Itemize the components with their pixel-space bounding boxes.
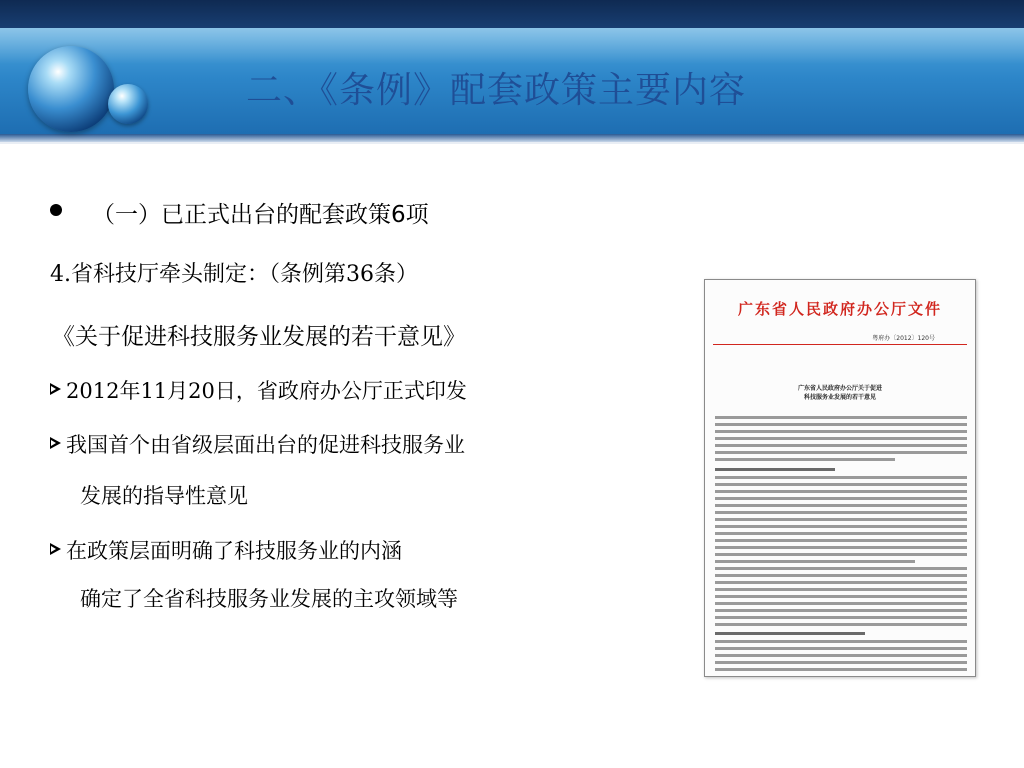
header-bottom-bar — [0, 134, 1024, 142]
point-policy-scope-cont: 确定了全省科技服务业发展的主攻领域等 — [80, 587, 458, 611]
header-divider — [0, 142, 1024, 144]
bullet-heading: （一）已正式出台的配套政策6项 — [92, 202, 429, 228]
document-subtitle — [705, 384, 975, 402]
decorative-orb-large — [28, 46, 114, 132]
point-first-provincial: 我国首个由省级层面出台的促进科技服务业 — [66, 433, 465, 457]
decorative-orb-small — [108, 84, 148, 124]
header-top-bar — [0, 0, 1024, 28]
arrow-bullet-icon — [50, 543, 61, 555]
header-shine — [0, 28, 1024, 64]
item-title: 4.省科技厅牵头制定：（条例第36条） — [50, 262, 418, 287]
document-scan-image — [704, 279, 976, 677]
point-first-provincial-cont: 发展的指导性意见 — [80, 484, 248, 508]
slide-title: 二、《条例》配套政策主要内容 — [246, 70, 747, 111]
bullet-dot-icon — [50, 204, 62, 216]
document-subtitle-line2: 科技服务业发展的若干意见 — [803, 394, 876, 401]
document-red-rule — [713, 344, 967, 345]
point-policy-scope: 在政策层面明确了科技服务业的内涵 — [66, 539, 402, 563]
point-issue-date: 2012年11月20日，省政府办公厅正式印发 — [66, 379, 467, 403]
document-subtitle-line1: 广东省人民政府办公厅关于促进 — [797, 385, 882, 392]
arrow-bullet-icon — [50, 383, 61, 395]
document-number: 粤府办〔2012〕120号 — [872, 335, 935, 342]
document-heading: 广东省人民政府办公厅文件 — [737, 300, 942, 318]
arrow-bullet-icon — [50, 437, 61, 449]
document-name: 《关于促进科技服务业发展的若干意见》 — [52, 324, 466, 350]
